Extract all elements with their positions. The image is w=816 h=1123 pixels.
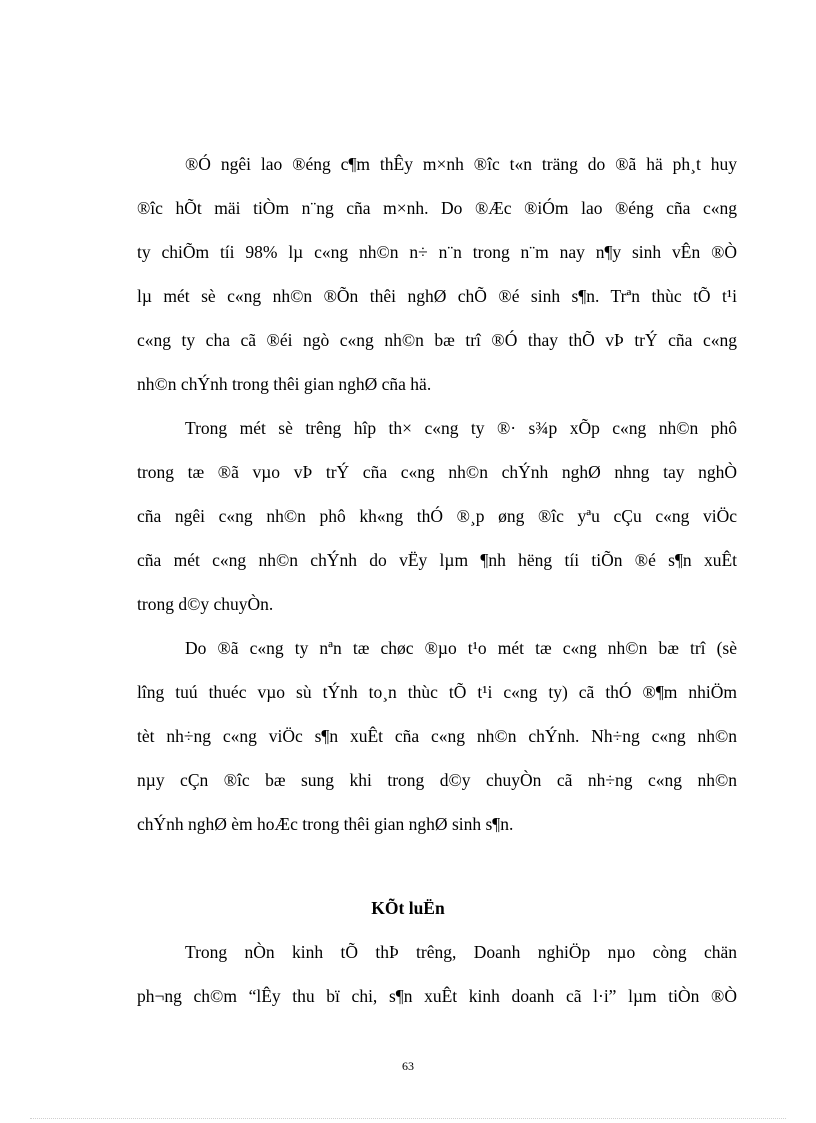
page-bottom-divider: [30, 1118, 786, 1119]
paragraph-4-line-2: ph¬ng ch©m “lÊy thu bï chi, s¶n xuÊt kinh doanh cã l·i” lµm tiÒn ®Ò: [137, 986, 737, 1006]
paragraph-3-line-2: lîng tuú thuéc vµo sù tÝnh to¸n thùc tÕ t¹i c«ng ty) cã thÓ ®¶m nhiÖm: [137, 682, 737, 702]
paragraph-2-line-3: cña ngêi c«ng nh©n phô kh«ng thÓ ®¸p øng ®îc yªu cÇu c«ng viÖc: [137, 506, 737, 526]
section-heading: KÕt luËn: [371, 898, 445, 918]
paragraph-2-line-4: cña mét c«ng nh©n chÝnh do vËy lµm ¶nh hëng tíi tiÕn ®é s¶n xuÊt: [137, 550, 737, 570]
paragraph-3-line-3: tèt nh÷ng c«ng viÖc s¶n xuÊt cña c«ng nh©n chÝnh. Nh÷ng c«ng nh©n: [137, 726, 737, 746]
paragraph-3-line-5: chÝnh nghØ èm hoÆc trong thêi gian nghØ sinh s¶n.: [137, 814, 514, 834]
paragraph-3-line-4: nµy cÇn ®îc bæ sung khi trong d©y chuyÒn cã nh÷ng c«ng nh©n: [137, 770, 737, 790]
paragraph-2-line-1: Trong mét sè trêng hîp th× c«ng ty ®· s¾p xÕp c«ng nh©n phô: [185, 418, 737, 438]
paragraph-1-line-2: ®îc hÕt mäi tiÒm n¨ng cña m×nh. Do ®Æc ®iÓm lao ®éng cña c«ng: [137, 198, 737, 218]
page-number: 63: [402, 1059, 414, 1073]
paragraph-4-line-1: Trong nÒn kinh tÕ thÞ trêng, Doanh nghiÖp nµo còng chän: [185, 942, 737, 962]
paragraph-1-line-5: c«ng ty cha cã ®éi ngò c«ng nh©n bæ trî ®Ó thay thÕ vÞ trÝ cña c«ng: [137, 330, 737, 350]
paragraph-2-line-5: trong d©y chuyÒn.: [137, 594, 274, 614]
paragraph-3-line-1: Do ®ã c«ng ty nªn tæ chøc ®µo t¹o mét tæ c«ng nh©n bæ trî (sè: [185, 638, 737, 658]
paragraph-2-line-2: trong tæ ®ã vµo vÞ trÝ cña c«ng nh©n chÝnh nghØ nhng tay nghÒ: [137, 462, 737, 482]
paragraph-1-line-3: ty chiÕm tíi 98% lµ c«ng nh©n n÷ n¨n trong n¨m nay n¶y sinh vÊn ®Ò: [137, 242, 737, 262]
paragraph-1-line-4: lµ mét sè c«ng nh©n ®Õn thêi nghØ chÕ ®é sinh s¶n. Trªn thùc tÕ t¹i: [137, 286, 737, 306]
paragraph-1-line-6: nh©n chÝnh trong thêi gian nghØ cña hä.: [137, 374, 432, 394]
paragraph-1-line-1: ®Ó ngêi lao ®éng c¶m thÊy m×nh ®îc t«n träng do ®ã hä ph¸t huy: [185, 154, 737, 174]
